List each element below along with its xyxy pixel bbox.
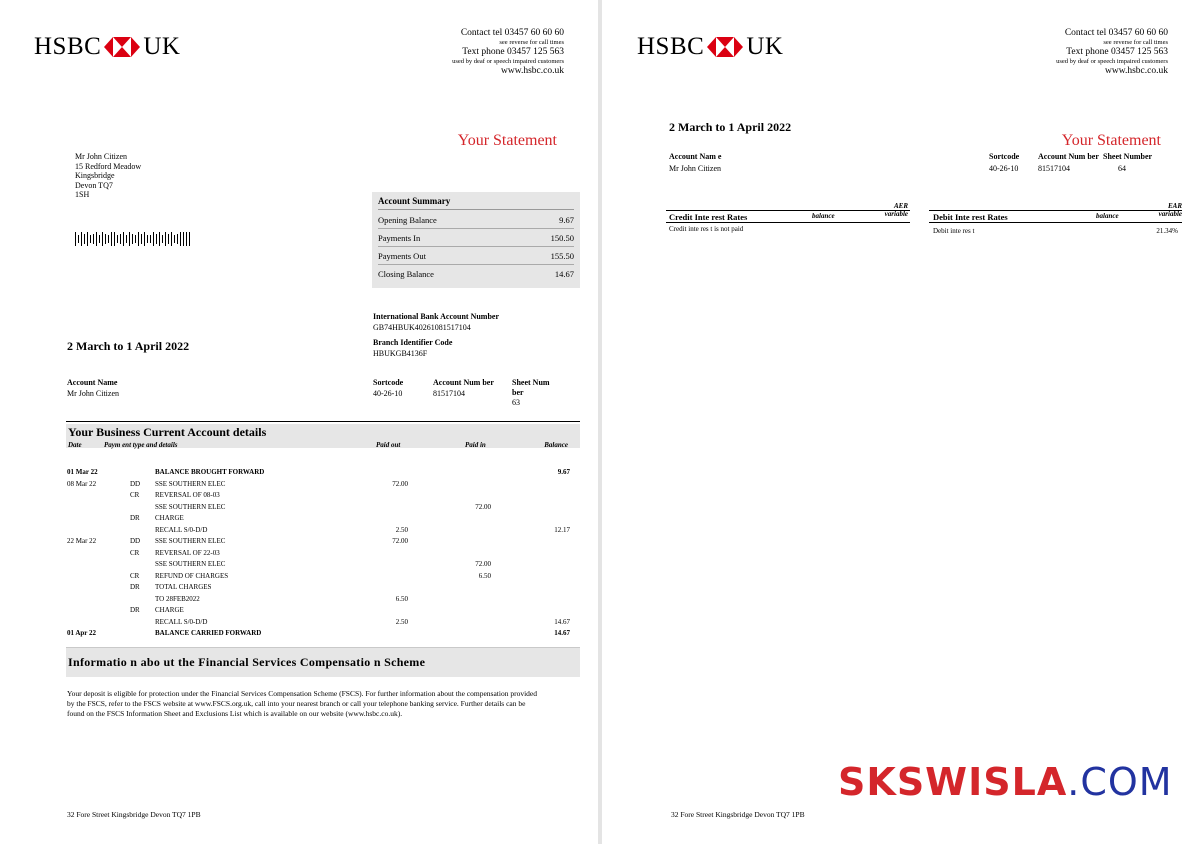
watermark-part1: SKSWISLA bbox=[838, 760, 1068, 804]
tx-paid-out: 2.50 bbox=[395, 525, 408, 534]
aer-line: AER bbox=[893, 202, 908, 210]
sortcode-label: Sortcode bbox=[373, 378, 404, 387]
col-balance: Balance bbox=[544, 441, 568, 449]
statement-page-1 bbox=[0, 0, 596, 844]
tx-description: SSE SOUTHERN ELEC bbox=[155, 560, 226, 568]
account-number-label: Account Num ber bbox=[1038, 152, 1099, 161]
details-title: Your Business Current Account details bbox=[68, 425, 267, 439]
iban-label: International Bank Account Number bbox=[373, 312, 500, 321]
contact-textphone: Text phone 03457 125 563 bbox=[1066, 47, 1168, 57]
summary-row bbox=[378, 249, 574, 265]
account-number-label: Account Num ber bbox=[433, 378, 494, 387]
summary-row bbox=[378, 231, 574, 247]
customer-address bbox=[75, 152, 141, 200]
tx-date: 22 Mar 22 bbox=[67, 537, 97, 545]
col-type: Paym ent type and details bbox=[104, 441, 178, 449]
credit-rates-title: Credit Inte rest Rates bbox=[669, 212, 748, 222]
summary-label: Payments Out bbox=[378, 251, 426, 261]
summary-label: Opening Balance bbox=[378, 215, 437, 225]
credit-rates-rule bbox=[666, 210, 910, 211]
contact-tel-note: see reverse for call times bbox=[1103, 39, 1168, 46]
tx-description: CHARGE bbox=[155, 514, 184, 522]
tx-date: 01 Apr 22 bbox=[67, 629, 97, 637]
address-line: 15 Redford Meadow bbox=[75, 161, 142, 171]
tx-code: DD bbox=[130, 479, 141, 488]
sheet-label-line: ber bbox=[512, 387, 524, 397]
logo-text-right: UK bbox=[746, 33, 784, 60]
footer-address: 32 Fore Street Kingsbridge Devon TQ7 1PB bbox=[67, 810, 201, 819]
contact-block bbox=[452, 28, 564, 77]
col-date: Date bbox=[68, 441, 82, 449]
summary-label: Payments In bbox=[378, 233, 421, 243]
debit-rates-title: Debit Inte rest Rates bbox=[933, 212, 1008, 222]
tx-date: 01 Mar 22 bbox=[67, 468, 98, 476]
summary-value: 150.50 bbox=[550, 233, 574, 243]
address-line: Mr John Citizen bbox=[75, 152, 127, 161]
account-name-label: Account Nam e bbox=[669, 152, 722, 161]
tx-description: RECALL S/0-D/D bbox=[155, 617, 208, 626]
contact-tel: Contact tel 03457 60 60 60 bbox=[460, 28, 564, 38]
page-separator bbox=[598, 0, 602, 844]
debit-rates-text: Debit inte res t bbox=[933, 227, 975, 235]
ear-line: EAR bbox=[1167, 202, 1182, 210]
summary-value: 9.67 bbox=[559, 215, 574, 225]
account-number-value: 81517104 bbox=[1038, 164, 1070, 173]
debit-rate-value: 21.34% bbox=[1156, 227, 1178, 235]
bic-value: HBUKGB4136F bbox=[373, 349, 428, 358]
sortcode-value: 40-26-10 bbox=[989, 164, 1019, 173]
debit-balance-label: balance bbox=[1096, 212, 1119, 220]
tx-description: SSE SOUTHERN ELEC bbox=[155, 479, 226, 488]
tx-date: 08 Mar 22 bbox=[67, 479, 97, 488]
contact-tel: Contact tel 03457 60 60 60 bbox=[1064, 28, 1168, 38]
contact-website: www.hsbc.co.uk bbox=[1105, 66, 1168, 76]
tx-paid-in: 6.50 bbox=[478, 571, 491, 580]
hsbc-hexagon-icon bbox=[707, 37, 743, 57]
address-line: 1SH bbox=[75, 190, 90, 199]
debit-rates-rule-2 bbox=[929, 222, 1182, 223]
col-paid-in: Paid in bbox=[465, 441, 486, 449]
summary-value: 155.50 bbox=[550, 251, 574, 261]
statement-period: 2 March to 1 April 2022 bbox=[67, 339, 190, 353]
col-paid-out: Paid out bbox=[376, 441, 401, 449]
postal-barcode bbox=[75, 232, 190, 246]
contact-textphone: Text phone 03457 125 563 bbox=[462, 47, 564, 57]
tx-code: DR bbox=[130, 514, 140, 522]
details-rule bbox=[66, 421, 580, 422]
sheet-number-value: 63 bbox=[512, 398, 520, 407]
tx-code: CR bbox=[130, 571, 140, 580]
statement-title: Your Statement bbox=[457, 132, 557, 149]
account-name: Mr John Citizen bbox=[67, 389, 119, 398]
tx-paid-out: 2.50 bbox=[395, 617, 408, 626]
hsbc-logo bbox=[34, 33, 180, 61]
tx-paid-in: 72.00 bbox=[475, 560, 491, 568]
tx-description: BALANCE BROUGHT FORWARD bbox=[155, 468, 265, 476]
contact-textphone-note: used by deaf or speech impaired customers bbox=[452, 58, 564, 65]
summary-value: 14.67 bbox=[554, 269, 574, 279]
account-name-label: Account Name bbox=[67, 378, 118, 387]
tx-description: REVERSAL OF 22-03 bbox=[155, 548, 220, 557]
sheet-number-label: Sheet Number bbox=[1103, 152, 1153, 161]
tx-paid-out: 72.00 bbox=[392, 479, 408, 488]
credit-balance-label: balance bbox=[812, 212, 835, 220]
statement-page-2 bbox=[604, 0, 1200, 844]
logo-text-right: UK bbox=[143, 33, 181, 60]
sheet-label-line: Sheet Num bbox=[512, 378, 550, 387]
tx-code: CR bbox=[130, 548, 140, 557]
bic-label: Branch Identifier Code bbox=[373, 338, 453, 347]
tx-balance: 14.67 bbox=[554, 617, 570, 626]
contact-tel-note: see reverse for call times bbox=[499, 39, 564, 46]
fscs-header bbox=[66, 647, 580, 677]
contact-block bbox=[1056, 28, 1168, 77]
credit-rates-text: Credit inte res t is not paid bbox=[669, 225, 744, 233]
footer-address: 32 Fore Street Kingsbridge Devon TQ7 1PB bbox=[671, 810, 805, 819]
address-line: Devon TQ7 bbox=[75, 180, 113, 190]
summary-row bbox=[378, 213, 574, 229]
logo-text-left: HSBC bbox=[34, 33, 102, 60]
fscs-text: Your deposit is eligible for protection under the Financial Services Compensation Scheme (FSCS). For further information about the compensation provided by the FSCS, refer to the FSCS website at www.FSCS.org.uk, call into your nearest branch or call your telephone banking service. Further details can be found on the FSCS Information Sheet and Exclusions List which is available on our website (www.hsbc.co.uk). bbox=[67, 689, 537, 718]
sheet-number-value: 64 bbox=[1118, 164, 1126, 173]
tx-code: CR bbox=[130, 491, 140, 499]
address-line: Kingsbridge bbox=[75, 171, 115, 180]
tx-description: SSE SOUTHERN ELEC bbox=[155, 537, 226, 545]
watermark bbox=[838, 760, 1173, 804]
tx-description: SSE SOUTHERN ELEC bbox=[155, 502, 226, 511]
tx-paid-in: 72.00 bbox=[475, 502, 491, 511]
ear-line: variable bbox=[1158, 210, 1182, 218]
sortcode-label: Sortcode bbox=[989, 152, 1020, 161]
tx-balance: 12.17 bbox=[554, 525, 570, 534]
iban-value: GB74HBUK40261081517104 bbox=[373, 323, 471, 332]
summary-title: Account Summary bbox=[378, 196, 574, 210]
aer-line: variable bbox=[884, 210, 908, 218]
fscs-title: Informatio n abo ut the Financial Services Compensatio n Scheme bbox=[68, 655, 426, 669]
sortcode-value: 40-26-10 bbox=[373, 389, 403, 398]
credit-rates-rule-2 bbox=[666, 222, 910, 223]
contact-textphone-note: used by deaf or speech impaired customers bbox=[1056, 58, 1168, 65]
hsbc-logo bbox=[637, 33, 783, 61]
tx-code: DR bbox=[130, 583, 140, 591]
tx-description: TOTAL CHARGES bbox=[155, 583, 212, 591]
logo-text-left: HSBC bbox=[637, 33, 705, 60]
tx-balance: 9.67 bbox=[557, 468, 570, 476]
statement-title: Your Statement bbox=[1061, 132, 1161, 149]
debit-rates-rule bbox=[929, 210, 1182, 211]
account-name: Mr John Citizen bbox=[669, 164, 721, 173]
tx-paid-out: 72.00 bbox=[392, 537, 408, 545]
tx-description: CHARGE bbox=[155, 606, 184, 614]
tx-code: DD bbox=[130, 537, 141, 545]
tx-description: REFUND OF CHARGES bbox=[155, 571, 229, 580]
statement-period: 2 March to 1 April 2022 bbox=[669, 120, 792, 134]
account-summary bbox=[372, 192, 580, 288]
hsbc-hexagon-icon bbox=[104, 37, 140, 57]
tx-paid-out: 6.50 bbox=[395, 594, 408, 603]
sheet-number-label bbox=[512, 378, 550, 397]
tx-description: RECALL S/0-D/D bbox=[155, 525, 208, 534]
tx-code: DR bbox=[130, 606, 140, 614]
summary-row bbox=[378, 267, 574, 282]
contact-website: www.hsbc.co.uk bbox=[501, 66, 564, 76]
tx-description: BALANCE CARRIED FORWARD bbox=[155, 629, 262, 637]
tx-balance: 14.67 bbox=[554, 629, 570, 637]
watermark-part2: .COM bbox=[1067, 760, 1173, 804]
summary-label: Closing Balance bbox=[378, 269, 434, 279]
tx-description: TO 28FEB2022 bbox=[155, 594, 200, 603]
tx-description: REVERSAL OF 08-03 bbox=[155, 491, 220, 499]
account-number-value: 81517104 bbox=[433, 389, 465, 398]
